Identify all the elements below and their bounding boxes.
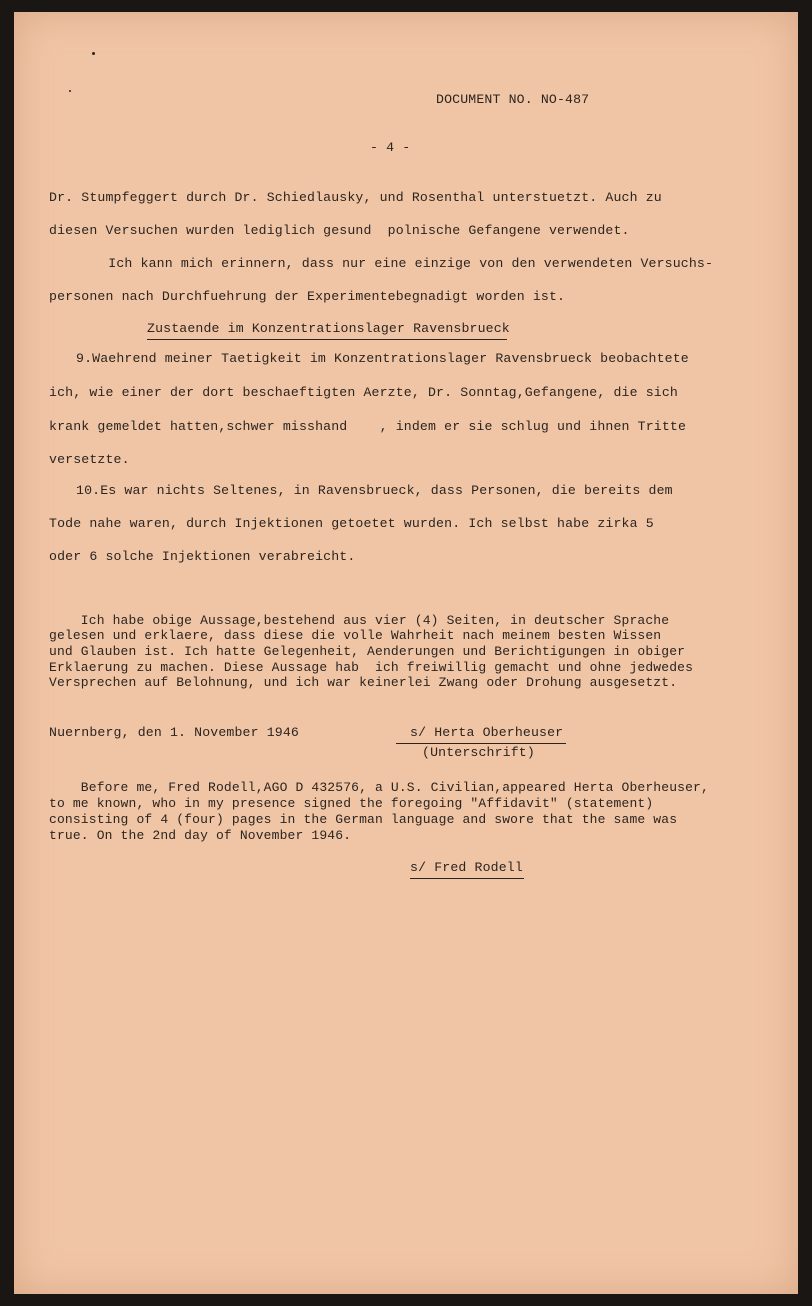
paragraph-10-line: 10.Es war nichts Seltenes, in Ravensbrueck, dass Personen, die bereits dem — [76, 483, 673, 498]
officer-signature-underline — [410, 878, 524, 879]
declaration-line: und Glauben ist. Ich hatte Gelegenheit, Aenderungen und Berichtigungen in obiger — [49, 644, 686, 659]
affiant-signature: s/ Herta Oberheuser — [410, 725, 564, 740]
document-number: DOCUMENT NO. NO-487 — [436, 92, 590, 107]
jurat-line: Before me, Fred Rodell,AGO D 432576, a U.S. Civilian,appeared Herta Oberheuser, — [49, 780, 709, 795]
paragraph-9-line: ich, wie einer der dort beschaeftigten Aerzte, Dr. Sonntag,Gefangene, die sich — [49, 385, 678, 400]
paragraph-9-line: versetzte. — [49, 452, 130, 467]
body-line: diesen Versuchen wurden lediglich gesund polnische Gefangene verwendet. — [49, 223, 630, 238]
paragraph-9-line: krank gemeldet hatten,schwer misshand , indem er sie schlug und ihnen Tritte — [49, 419, 687, 434]
body-line: Dr. Stumpfeggert durch Dr. Schiedlausky, und Rosenthal unterstuetzt. Auch zu — [49, 190, 662, 205]
document-page — [14, 12, 798, 1294]
stray-mark — [69, 90, 71, 92]
body-line: Ich kann mich erinnern, dass nur eine einzige von den verwendeten Versuchs- — [76, 256, 714, 271]
jurat-line: true. On the 2nd day of November 1946. — [49, 828, 352, 843]
paragraph-10-line: Tode nahe waren, durch Injektionen getoetet wurden. Ich selbst habe zirka 5 — [49, 516, 654, 531]
paragraph-10-line: oder 6 solche Injektionen verabreicht. — [49, 549, 356, 564]
jurat-line: consisting of 4 (four) pages in the German language and swore that the same was — [49, 812, 678, 827]
signature-line — [396, 743, 566, 744]
officer-signature: s/ Fred Rodell — [410, 860, 523, 875]
body-line: personen nach Durchfuehrung der Experimentebegnadigt worden ist. — [49, 289, 566, 304]
declaration-line: Ich habe obige Aussage,bestehend aus vier (4) Seiten, in deutscher Sprache — [49, 613, 670, 628]
stray-mark — [92, 52, 95, 55]
jurat-line: to me known, who in my presence signed the foregoing "Affidavit" (statement) — [49, 796, 654, 811]
page-number: - 4 - — [370, 140, 411, 155]
place-date: Nuernberg, den 1. November 1946 — [49, 725, 299, 740]
signature-caption: (Unterschrift) — [422, 745, 535, 760]
section-heading: Zustaende im Konzentrationslager Ravensbrueck — [147, 321, 510, 336]
declaration-line: Erklaerung zu machen. Diese Aussage hab ich freiwillig gemacht und ohne jedwedes — [49, 660, 694, 675]
section-heading-underline — [147, 339, 507, 340]
paragraph-9-line: 9.Waehrend meiner Taetigkeit im Konzentrationslager Ravensbrueck beobachtete — [76, 351, 689, 366]
declaration-line: gelesen und erklaere, dass diese die volle Wahrheit nach meinem besten Wissen — [49, 628, 662, 643]
declaration-line: Versprechen auf Belohnung, und ich war keinerlei Zwang oder Drohung ausgesetzt. — [49, 675, 678, 690]
